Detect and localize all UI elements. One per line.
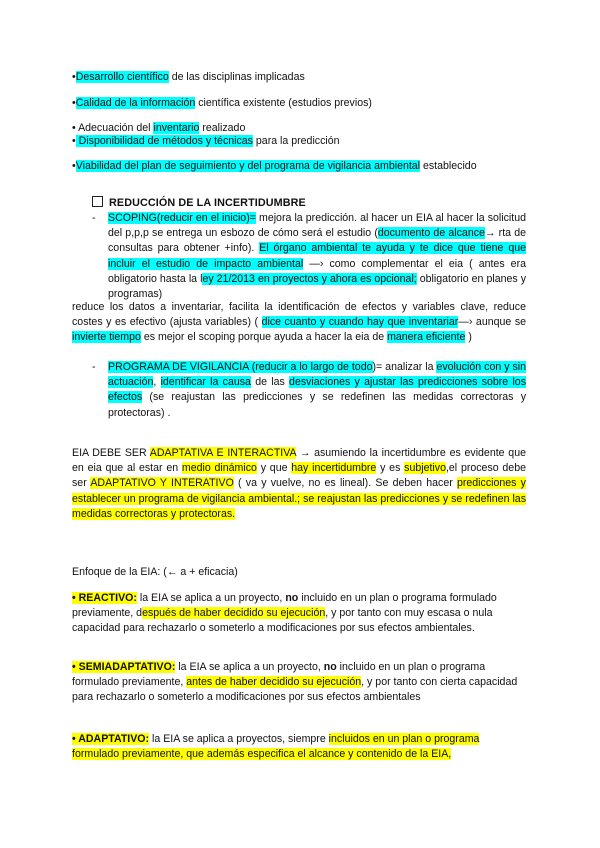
- text: , y por tanto con cierta capacidad para rechazarlo o someterlo a modificaciones por sus efectos ambientales: [72, 676, 518, 704]
- highlighted-text: El órgano ambiental te ayuda y te dice que tiene que incluir el estudio de impacto ambiental: [108, 242, 526, 270]
- emphasis-text: no: [285, 592, 299, 604]
- highlighted-text: identificar la causa: [160, 376, 251, 389]
- text: —› como complementar el eia ( antes era obligatorio hasta la l: [108, 257, 526, 285]
- text: ,el proceso debe ser: [72, 462, 526, 490]
- highlighted-text: desviaciones y ajustar las predicciones sobre los efectos: [108, 376, 526, 404]
- programa-text: [108, 360, 526, 421]
- highlighted-text: ey 21/2013 en proyectos y ahora es opcional;: [202, 272, 417, 285]
- highlighted-text: manera eficiente: [387, 331, 466, 344]
- text: , y por tanto con muy escasa o nula capacidad para rechazarlo o someterlo a modificaciones por sus efectos ambientales.: [72, 607, 493, 635]
- scoping-benefits-paragraph: [72, 300, 526, 346]
- term-label: • SEMIADAPTATIVO:: [72, 661, 176, 673]
- highlighted-text: ADAPTATIVA E INTERACTIVA: [149, 447, 296, 459]
- term-label: • ADAPTATIVO:: [72, 733, 150, 745]
- highlighted-text: Desarrollo científico: [75, 71, 169, 83]
- adaptativo-paragraph: [72, 732, 526, 762]
- emphasis-text: no: [323, 661, 337, 673]
- highlighted-text: Viabilidad del plan de seguimiento y del programa de vigilancia ambiental: [75, 160, 421, 172]
- bullet-mark: •: [72, 122, 76, 134]
- heading-text: REDUCCIÓN DE LA INCERTIDUMBRE: [109, 197, 306, 209]
- text: y es: [376, 462, 405, 475]
- section-heading: [92, 196, 306, 211]
- dash-marker: -: [92, 361, 96, 373]
- text: incluido en un plan o programa formulado previamente,: [72, 661, 486, 689]
- bullet-text: científica existente (estudios previos): [195, 97, 372, 109]
- eia-adaptativa-paragraph: [72, 446, 526, 522]
- text: incluido en un plan o programa formulado previamente, d: [72, 592, 497, 620]
- highlighted-text: Calidad de la información: [75, 97, 196, 109]
- highlighted-text: SCOPING(reducir en el inicio)=: [108, 212, 256, 224]
- scoping-text: [108, 211, 526, 302]
- bullet-mark: •: [72, 97, 76, 109]
- highlighted-text: Disponibilidad de métodos y técnicas: [75, 135, 253, 147]
- highlighted-text: evolución con y sin actuación: [108, 361, 526, 389]
- highlighted-text: PROGRAMA DE VIGILANCIA (reducir a lo largo de todo: [108, 361, 373, 373]
- bullet-mark: •: [72, 160, 76, 172]
- text: (se reajustan las predicciones y se redefinen las medidas correctoras y protectoras) .: [108, 391, 526, 419]
- bullet-text: establecido: [420, 160, 477, 172]
- text: de las: [250, 376, 290, 389]
- text: )= analizar la: [372, 361, 437, 373]
- checkbox-icon: [92, 196, 103, 207]
- term-label: • REACTIVO:: [72, 592, 137, 604]
- dash-marker: -: [92, 212, 96, 224]
- highlighted-text: antes de haber decidido su ejecución: [186, 676, 362, 689]
- semiadaptativo-paragraph: [72, 660, 526, 706]
- enfoque-line: Enfoque de la EIA: (← a + eficacia): [72, 566, 238, 578]
- text: la EIA se aplica a proyectos, siempre: [149, 733, 329, 745]
- text: reduce los datos a inventariar, facilita la identificación de efectos y variables clave, reduce costes y es efectivo (ajusta variables) (: [72, 301, 526, 329]
- text: es mejor el scoping porque ayuda a hacer la eia de: [140, 331, 388, 344]
- text: EIA DEBE SER: [72, 447, 150, 459]
- highlighted-text: invierte tiempo: [72, 331, 141, 344]
- bullet-text: realizado: [199, 122, 246, 134]
- highlighted-text: subjetivo: [404, 462, 446, 475]
- text: → rta de consultas para obtener +info).: [108, 227, 526, 255]
- highlighted-text: ADAPTATIVO Y INTERATIVO: [90, 477, 234, 490]
- bullet-item: [72, 96, 372, 111]
- highlighted-text: dice cuanto y cuando hay que inventariar: [261, 316, 459, 329]
- highlighted-text: medio dinámico: [181, 462, 257, 475]
- text: mejora la predicción. al hacer un EIA al hacer la solicitud del p,p,p se entrega un esbozo de cómo será el estudio (: [108, 212, 526, 240]
- highlighted-text: hay incertidumbre: [291, 462, 377, 475]
- programa-vigilancia-item: [92, 360, 526, 421]
- bullet-mark: •: [72, 71, 76, 83]
- text: ,: [153, 376, 161, 389]
- scoping-item: [92, 211, 526, 302]
- text: → asumiendo la incertidumbre es evidente que en eia que al estar en: [72, 447, 526, 475]
- bullet-item: [72, 159, 477, 174]
- bullet-item: [72, 70, 305, 85]
- highlighted-text: predicciones y establecer un programa de vigilancia ambiental.; se reajustan las predicciones y se redefinen las medidas correctoras y protectoras.: [72, 477, 526, 520]
- highlighted-text: inventario: [153, 122, 200, 134]
- highlighted-text: espués de haber decidido su ejecución: [142, 607, 326, 620]
- bullet-item: [72, 134, 340, 149]
- text: y que: [256, 462, 292, 475]
- reactivo-paragraph: [72, 591, 526, 637]
- bullet-text: Adecuación del: [75, 122, 154, 134]
- text: la EIA se aplica a un proyecto,: [175, 661, 324, 673]
- highlighted-text: incluidos en un plan o programa formulado previamente, que además especifica el alcance y contenido de la EIA,: [72, 733, 480, 761]
- bullet-mark: •: [72, 135, 76, 147]
- bullet-text: para la predicción: [252, 135, 340, 147]
- text: —› aunque se: [458, 316, 527, 329]
- text: ( va y vuelve, no es lineal). Se deben hacer: [233, 477, 457, 490]
- highlighted-text: documento de alcance: [377, 227, 485, 240]
- text: ): [465, 331, 472, 344]
- text: obligatorio en planes y programas): [108, 272, 526, 301]
- bullet-text: de las disciplinas implicadas: [168, 71, 305, 83]
- text: la EIA se aplica a un proyecto,: [136, 592, 286, 604]
